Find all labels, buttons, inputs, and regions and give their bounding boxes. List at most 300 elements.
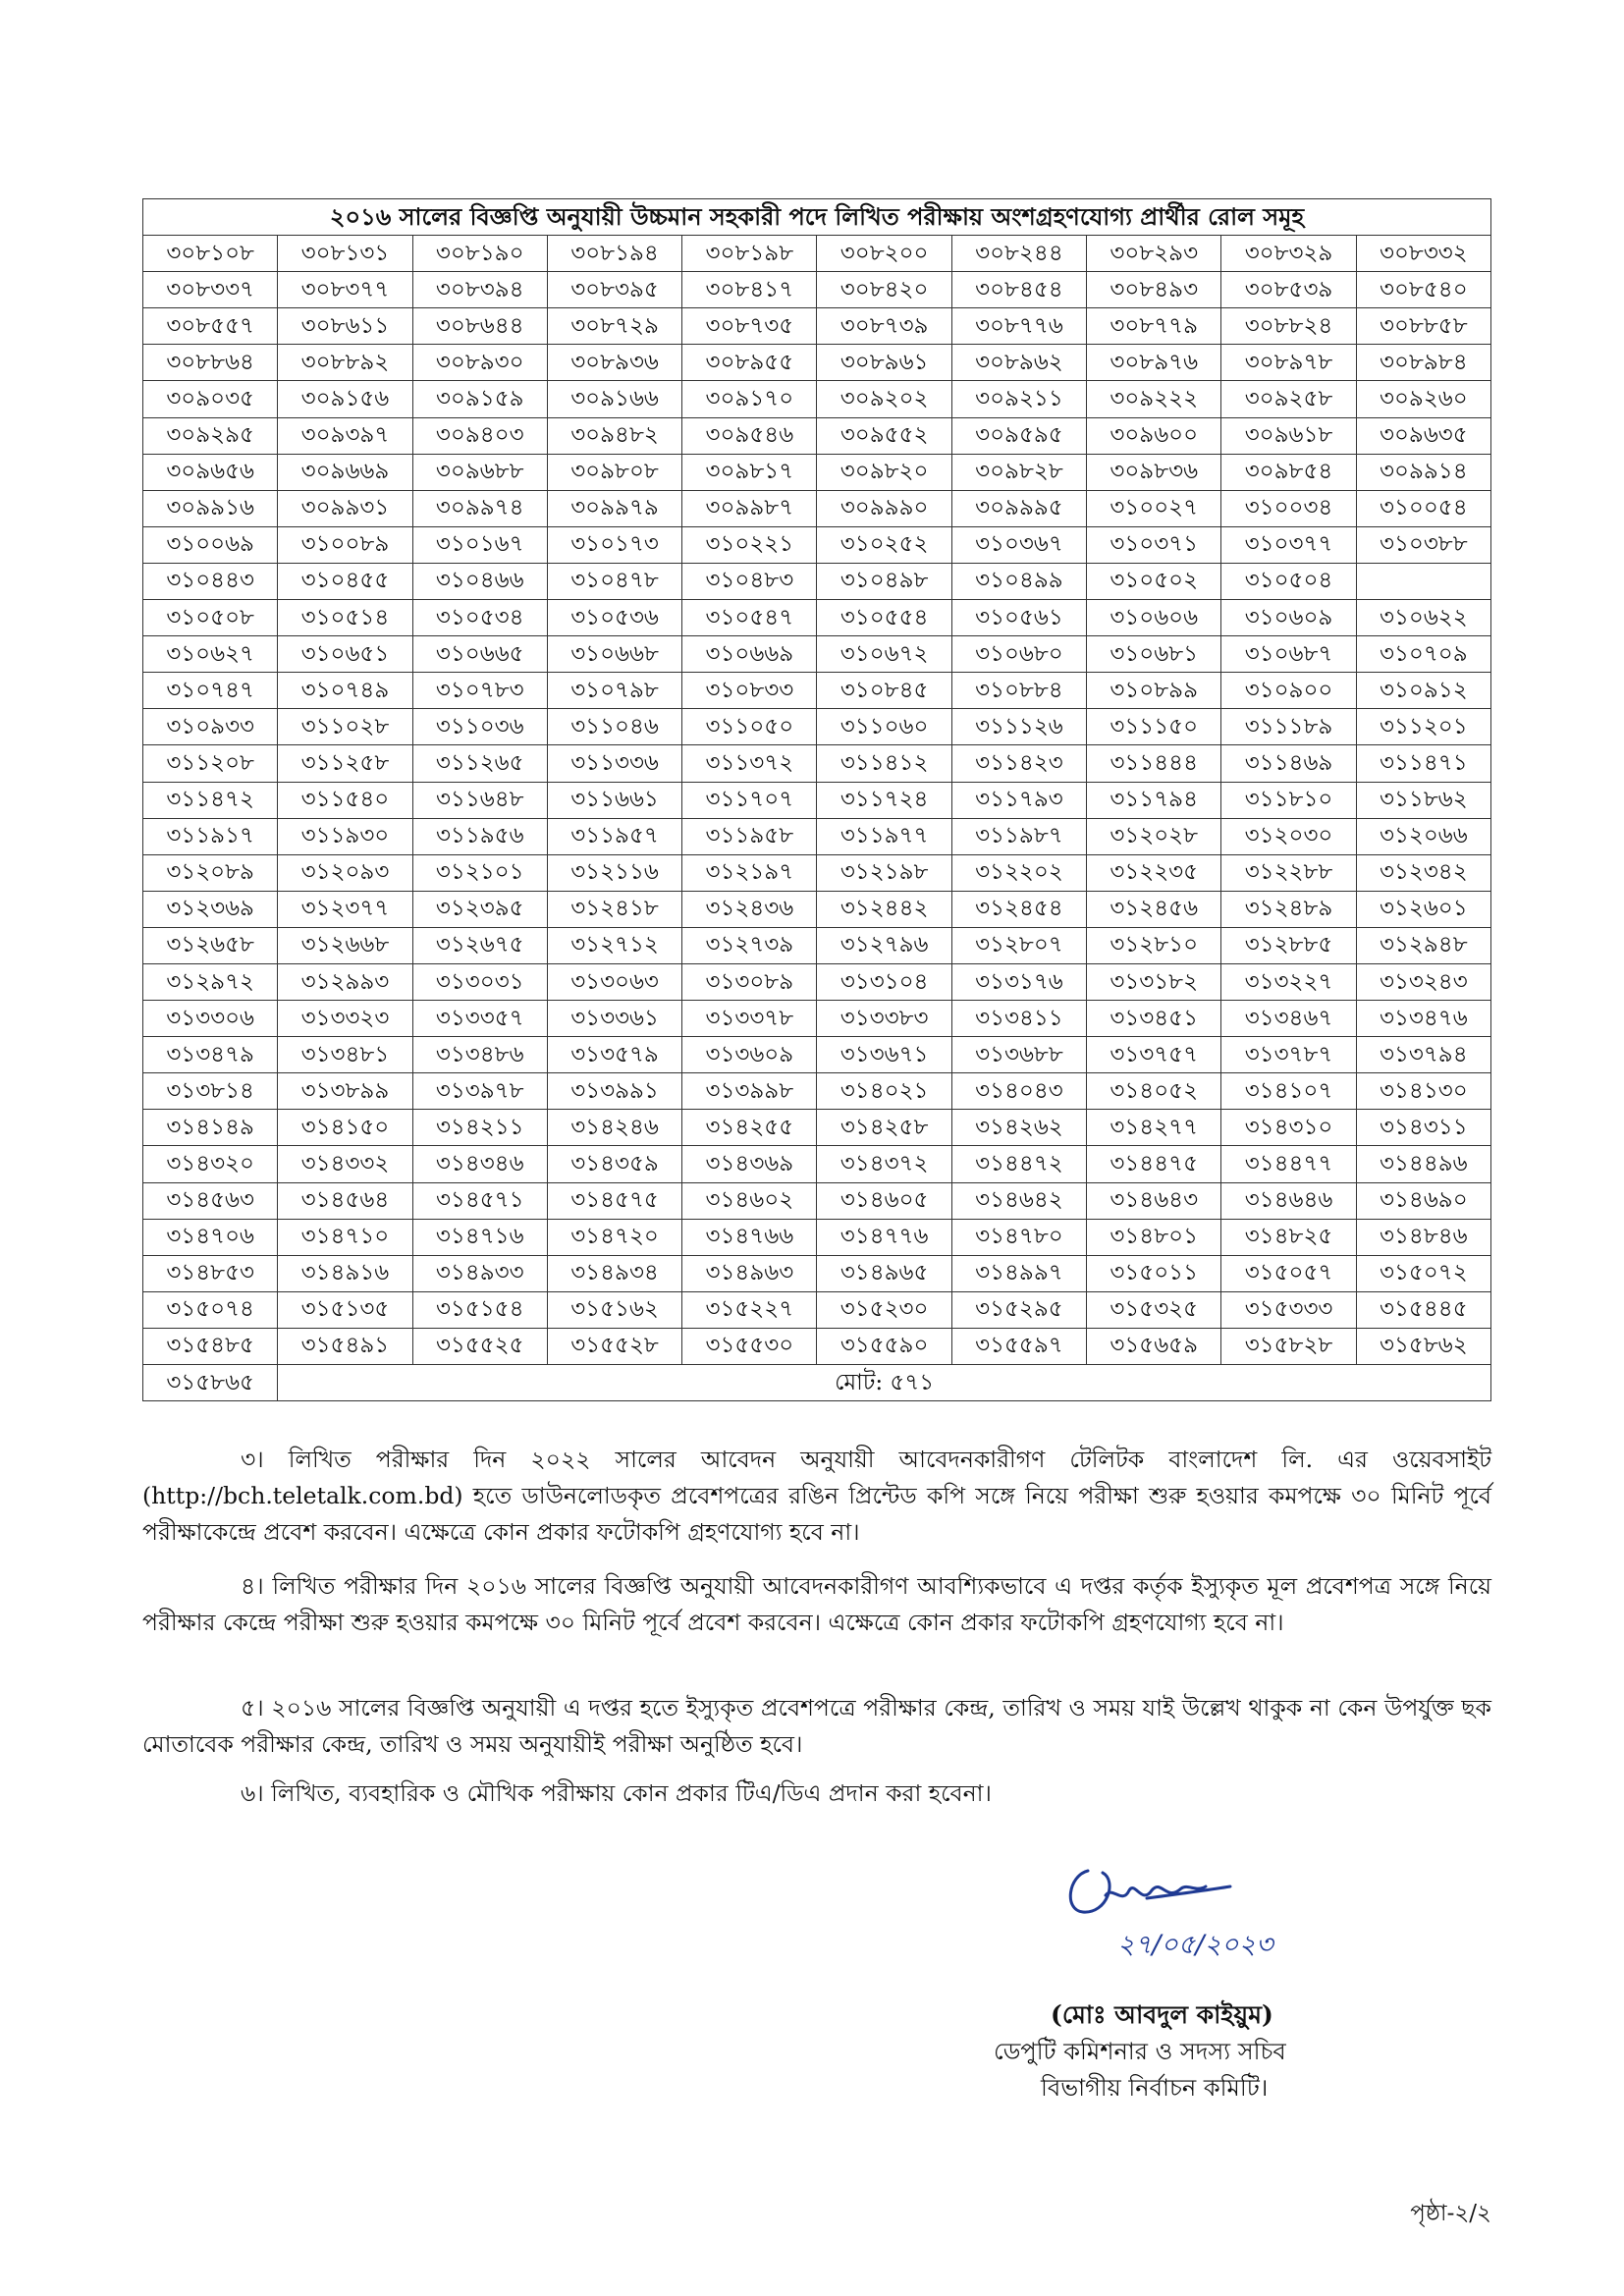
roll-cell: ৩১৪৪৭৫ bbox=[1087, 1146, 1221, 1182]
roll-cell: ৩১০৬৮৭ bbox=[1221, 636, 1356, 673]
roll-cell: ৩১৪৯৬৫ bbox=[817, 1255, 951, 1291]
roll-cell: ৩০৯৯৩১ bbox=[278, 490, 412, 526]
roll-cell: ৩১৩০৬৩ bbox=[547, 963, 681, 1000]
roll-cell: ৩১৪৩৩২ bbox=[278, 1146, 412, 1182]
roll-cell: ৩১৫০৭৪ bbox=[143, 1291, 278, 1328]
roll-cell: ৩১৩৯৯৮ bbox=[682, 1073, 817, 1110]
table-row bbox=[143, 927, 1491, 963]
roll-cell: ৩০৮৩২৯ bbox=[1221, 236, 1356, 272]
table-row bbox=[143, 272, 1491, 308]
roll-cell: ৩১১৯৫৮ bbox=[682, 818, 817, 854]
roll-cell: ৩০৯৮৩৬ bbox=[1087, 454, 1221, 490]
table-row bbox=[143, 526, 1491, 563]
roll-cell: ৩১২১০১ bbox=[412, 854, 547, 891]
roll-cell: ৩১৪৭১০ bbox=[278, 1219, 412, 1255]
roll-cell: ৩১০৬৬৯ bbox=[682, 636, 817, 673]
roll-cell: ৩১৪২১১ bbox=[412, 1110, 547, 1146]
roll-cell: ৩১২২৮৮ bbox=[1221, 854, 1356, 891]
roll-cell: ৩০৯৮২০ bbox=[817, 454, 951, 490]
roll-cell: ৩১৩৩৮৩ bbox=[817, 1001, 951, 1037]
roll-cell: ৩১২৮১০ bbox=[1087, 927, 1221, 963]
table-total-row bbox=[143, 1365, 1491, 1401]
roll-cell: ৩১৩১০৪ bbox=[817, 963, 951, 1000]
roll-cell: ৩১২১১৬ bbox=[547, 854, 681, 891]
roll-cell: ৩০৯১৬৬ bbox=[547, 381, 681, 417]
roll-cell: ৩১৫০৫৭ bbox=[1221, 1255, 1356, 1291]
roll-cell: ৩১২৬৬৮ bbox=[278, 927, 412, 963]
roll-cell: ৩১১০৬০ bbox=[817, 709, 951, 745]
roll-cell: ৩১৪৭০৬ bbox=[143, 1219, 278, 1255]
roll-cell: ৩০৮৪৯৩ bbox=[1087, 272, 1221, 308]
roll-cell: ৩১০৭৪৯ bbox=[278, 673, 412, 709]
roll-cell: ৩০৮৯৩৬ bbox=[547, 345, 681, 381]
roll-cell: ৩০৮৪৫৪ bbox=[951, 272, 1086, 308]
roll-cell: ৩০৮১৯০ bbox=[412, 236, 547, 272]
roll-cell: ৩১১২০১ bbox=[1356, 709, 1490, 745]
roll-cell: ৩১৪৪৭২ bbox=[951, 1146, 1086, 1182]
roll-cell: ৩১০৬২৭ bbox=[143, 636, 278, 673]
roll-cell: ৩০৯৮২৮ bbox=[951, 454, 1086, 490]
roll-cell: ৩০৮৮৯২ bbox=[278, 345, 412, 381]
roll-cell: ৩১২৩৭৭ bbox=[278, 891, 412, 927]
roll-cell: ৩১৪৩৫৯ bbox=[547, 1146, 681, 1182]
table-row bbox=[143, 345, 1491, 381]
roll-cell: ৩০৯৬৩৫ bbox=[1356, 417, 1490, 454]
roll-cell: ৩১১৪৬৯ bbox=[1221, 745, 1356, 782]
roll-cell: ৩০৯৯৯০ bbox=[817, 490, 951, 526]
roll-cell: ৩১২৬৫৮ bbox=[143, 927, 278, 963]
roll-cell: ৩১৩৪৭৬ bbox=[1356, 1001, 1490, 1037]
roll-cell: ৩১৫৩৩৩ bbox=[1221, 1291, 1356, 1328]
roll-cell: ৩০৮৩৩৭ bbox=[143, 272, 278, 308]
table-row bbox=[143, 1037, 1491, 1073]
signature-date: ২৭/০৫/২০২৩ bbox=[1117, 1930, 1273, 1960]
roll-cell: ৩০৮২০০ bbox=[817, 236, 951, 272]
roll-cell: ৩১০৮৮৪ bbox=[951, 673, 1086, 709]
table-row bbox=[143, 673, 1491, 709]
roll-cell: ৩০৮৯৭৬ bbox=[1087, 345, 1221, 381]
roll-cell: ৩১৩৭৯৪ bbox=[1356, 1037, 1490, 1073]
roll-cell: ৩১২২৩৫ bbox=[1087, 854, 1221, 891]
roll-cell: ৩১৫৪৪৫ bbox=[1356, 1291, 1490, 1328]
roll-cell: ৩১১৪৭১ bbox=[1356, 745, 1490, 782]
table-row bbox=[143, 1182, 1491, 1219]
roll-cell: ৩১৩৭৮৭ bbox=[1221, 1037, 1356, 1073]
roll-cell: ৩১৫০৭২ bbox=[1356, 1255, 1490, 1291]
roll-cell: ৩১৫৮২৮ bbox=[1221, 1328, 1356, 1364]
roll-cell: ৩১০৫০২ bbox=[1087, 563, 1221, 599]
roll-cell: ৩১১৭৯৩ bbox=[951, 782, 1086, 818]
table-row bbox=[143, 417, 1491, 454]
roll-cell: ৩১২০৯৩ bbox=[278, 854, 412, 891]
roll-cell: ৩১৩৩০৬ bbox=[143, 1001, 278, 1037]
roll-cell: ৩০৯২৫৮ bbox=[1221, 381, 1356, 417]
roll-cell: ৩১১৪২৩ bbox=[951, 745, 1086, 782]
roll-cell: ৩০৯৫৯৫ bbox=[951, 417, 1086, 454]
roll-cell: ৩১১৯১৭ bbox=[143, 818, 278, 854]
roll-cell: ৩১১৪৭২ bbox=[143, 782, 278, 818]
roll-cell: ৩১৪৬৪২ bbox=[951, 1182, 1086, 1219]
roll-cell: ৩১১৬৬১ bbox=[547, 782, 681, 818]
roll-cell: ৩১৪০৪৩ bbox=[951, 1073, 1086, 1110]
roll-cell: ৩১৪৩১১ bbox=[1356, 1110, 1490, 1146]
roll-cell: ৩১৩৩৭৮ bbox=[682, 1001, 817, 1037]
table-row bbox=[143, 1291, 1491, 1328]
roll-cell: ৩১২৪৮৯ bbox=[1221, 891, 1356, 927]
roll-cell: ৩১৪৩৬৯ bbox=[682, 1146, 817, 1182]
roll-cell: ৩১২২০২ bbox=[951, 854, 1086, 891]
total-count: মোট: ৫৭১ bbox=[278, 1365, 1491, 1401]
roll-cell: ৩১৩৯৯১ bbox=[547, 1073, 681, 1110]
roll-cell: ৩০৯২৯৫ bbox=[143, 417, 278, 454]
roll-cell: ৩০৮৩৭৭ bbox=[278, 272, 412, 308]
table-row bbox=[143, 1328, 1491, 1364]
roll-cell: ৩১৪১৪৯ bbox=[143, 1110, 278, 1146]
roll-cell: ৩০৯১৫৬ bbox=[278, 381, 412, 417]
roll-cell: ৩০৮৪২০ bbox=[817, 272, 951, 308]
roll-cell: ৩০৯২৬০ bbox=[1356, 381, 1490, 417]
roll-cell: ৩১৪৭৮০ bbox=[951, 1219, 1086, 1255]
roll-cell: ৩১৫৮৬২ bbox=[1356, 1328, 1490, 1364]
roll-cell: ৩০৮৮৫৮ bbox=[1356, 308, 1490, 345]
roll-cell: ৩১৩৪৮৬ bbox=[412, 1037, 547, 1073]
roll-cell: ৩১৫৫২৮ bbox=[547, 1328, 681, 1364]
roll-cell: ৩১৩৪১১ bbox=[951, 1001, 1086, 1037]
roll-cell: ৩১২৪৪২ bbox=[817, 891, 951, 927]
roll-cell: ৩১২৯৯৩ bbox=[278, 963, 412, 1000]
roll-cell: ৩১৫২২৭ bbox=[682, 1291, 817, 1328]
roll-cell: ৩১১৪১২ bbox=[817, 745, 951, 782]
roll-cell: ৩১০০৮৯ bbox=[278, 526, 412, 563]
roll-cell: ৩০৮২৪৪ bbox=[951, 236, 1086, 272]
roll-cell: ৩১০৫৬১ bbox=[951, 600, 1086, 636]
roll-cell: ৩০৯০৩৫ bbox=[143, 381, 278, 417]
roll-cell: ৩১০৫৫৪ bbox=[817, 600, 951, 636]
roll-cell: ৩০৮৩৯৫ bbox=[547, 272, 681, 308]
table-row bbox=[143, 1219, 1491, 1255]
roll-cell: ৩১০৮৯৯ bbox=[1087, 673, 1221, 709]
roll-cell: ৩১৩০৩১ bbox=[412, 963, 547, 1000]
roll-cell: ৩০৯৬৫৬ bbox=[143, 454, 278, 490]
roll-cell: ৩১১৮৬২ bbox=[1356, 782, 1490, 818]
table-title: ২০১৬ সালের বিজ্ঞপ্তি অনুযায়ী উচ্চমান সহকারী পদে লিখিত পরীক্ষায় অংশগ্রহণযোগ্য প্রার্থীর রোল সমূহ bbox=[143, 199, 1491, 236]
roll-cell: ৩১৪২৬২ bbox=[951, 1110, 1086, 1146]
roll-cell: ৩০৮৫৩৯ bbox=[1221, 272, 1356, 308]
roll-cell: ৩০৯৪৮২ bbox=[547, 417, 681, 454]
roll-cell: ৩১৪৬৪৬ bbox=[1221, 1182, 1356, 1219]
paragraph-3: ৩। লিখিত পরীক্ষার দিন ২০২২ সালের আবেদন অনুযায়ী আবেদনকারীগণ টেলিটক বাংলাদেশ লি. এর ওয়েবসাইট (http://bch.teletalk.com.bd) হতে ডাউনলোডকৃত প্রবেশপত্রের রঙিন প্রিন্টেড কপি সঙ্গে নিয়ে পরীক্ষা শুরু হওয়ার কমপক্ষে ৩০ মিনিট পূর্বে পরীক্ষাকেন্দ্রে প্রবেশ করবেন। এক্ষেত্রে কোন প্রকার ফটোকপি গ্রহণযোগ্য হবে না। bbox=[142, 1446, 1491, 1546]
roll-cell: ৩১০৮৪৫ bbox=[817, 673, 951, 709]
roll-cell: ৩১৪৭৭৬ bbox=[817, 1219, 951, 1255]
roll-cell: ৩১২৮৮৫ bbox=[1221, 927, 1356, 963]
roll-cell: ৩০৯৫৫২ bbox=[817, 417, 951, 454]
roll-cell: ৩০৯৯৯৫ bbox=[951, 490, 1086, 526]
roll-cell: ৩১৪৪৭৭ bbox=[1221, 1146, 1356, 1182]
roll-cell: ৩১১৯৮৭ bbox=[951, 818, 1086, 854]
table-row bbox=[143, 1001, 1491, 1037]
roll-cell: ৩১১৯৩০ bbox=[278, 818, 412, 854]
roll-cell: ৩১৪৫৭১ bbox=[412, 1182, 547, 1219]
roll-cell: ৩১৪১৫০ bbox=[278, 1110, 412, 1146]
roll-cell: ৩১২৯৪৮ bbox=[1356, 927, 1490, 963]
roll-cell: ৩০৯১৭০ bbox=[682, 381, 817, 417]
table-row bbox=[143, 891, 1491, 927]
roll-cell: ৩০৮১০৮ bbox=[143, 236, 278, 272]
roll-cell: ৩০৮৭৭৬ bbox=[951, 308, 1086, 345]
roll-cell: ৩১৪৮২৫ bbox=[1221, 1219, 1356, 1255]
roll-cell: ৩১২৬৭৫ bbox=[412, 927, 547, 963]
roll-cell: ৩১১২০৮ bbox=[143, 745, 278, 782]
roll-cell: ৩০৮৭৩৫ bbox=[682, 308, 817, 345]
roll-cell: ৩১৪৮০১ bbox=[1087, 1219, 1221, 1255]
roll-cell: ৩১০৬৬৮ bbox=[547, 636, 681, 673]
roll-cell: ৩১১৭৯৪ bbox=[1087, 782, 1221, 818]
roll-cell: ৩১৫৫৯০ bbox=[817, 1328, 951, 1364]
roll-cell: ৩০৯৫৪৬ bbox=[682, 417, 817, 454]
roll-cell: ৩১২৬০১ bbox=[1356, 891, 1490, 927]
roll-cell: ৩০৮৫৫৭ bbox=[143, 308, 278, 345]
roll-cell: ৩১৩১৮২ bbox=[1087, 963, 1221, 1000]
roll-cell: ৩০৯৮১৭ bbox=[682, 454, 817, 490]
roll-cell: ৩১৪৬০২ bbox=[682, 1182, 817, 1219]
roll-cell: ৩০৯৯৭৯ bbox=[547, 490, 681, 526]
roll-cell: ৩০৮৮২৪ bbox=[1221, 308, 1356, 345]
roll-cell: ৩১২৪৫৬ bbox=[1087, 891, 1221, 927]
roll-cell: ৩০৮৬৪৪ bbox=[412, 308, 547, 345]
roll-cell: ৩১৩৪৭৯ bbox=[143, 1037, 278, 1073]
roll-cell: ৩১০৪৭৮ bbox=[547, 563, 681, 599]
roll-cell: ৩১৫৩২৫ bbox=[1087, 1291, 1221, 1328]
signatory-designation: ডেপুটি কমিশনার ও সদস্য সচিব bbox=[994, 2038, 1286, 2065]
roll-cell: ৩০৯৬৬৯ bbox=[278, 454, 412, 490]
signature-mark bbox=[1058, 1851, 1255, 1930]
roll-cell: ৩০৮৭২৯ bbox=[547, 308, 681, 345]
table-row bbox=[143, 818, 1491, 854]
roll-cell: ৩১২০৮৯ bbox=[143, 854, 278, 891]
table-row bbox=[143, 600, 1491, 636]
roll-cell: ৩১২০২৮ bbox=[1087, 818, 1221, 854]
roll-cell: ৩১০৬৮১ bbox=[1087, 636, 1221, 673]
table-row bbox=[143, 490, 1491, 526]
roll-cell: ৩০৮১৯৮ bbox=[682, 236, 817, 272]
roll-cell: ৩০৮৫৪০ bbox=[1356, 272, 1490, 308]
roll-cell: ৩১৩২৪৩ bbox=[1356, 963, 1490, 1000]
roll-cell: ৩১৪১০৭ bbox=[1221, 1073, 1356, 1110]
roll-cell: ৩১০০৩৪ bbox=[1221, 490, 1356, 526]
roll-cell: ৩১৪৩২০ bbox=[143, 1146, 278, 1182]
roll-cell: ৩১২৯৭২ bbox=[143, 963, 278, 1000]
roll-cell: ৩১১০৩৬ bbox=[412, 709, 547, 745]
roll-cell: ৩১১৯৭৭ bbox=[817, 818, 951, 854]
roll-cell: ৩১০৩৭১ bbox=[1087, 526, 1221, 563]
last-roll-cell: ৩১৫৮৬৫ bbox=[143, 1365, 278, 1401]
roll-cell: ৩১৪০২১ bbox=[817, 1073, 951, 1110]
roll-cell: ৩১২১৯৮ bbox=[817, 854, 951, 891]
roll-cell: ৩১১৯৫৭ bbox=[547, 818, 681, 854]
roll-cell: ৩১০৫১৪ bbox=[278, 600, 412, 636]
table-row bbox=[143, 308, 1491, 345]
roll-cell: ৩১৩০৮৯ bbox=[682, 963, 817, 1000]
roll-cell: ৩১৫২৩০ bbox=[817, 1291, 951, 1328]
roll-cell: ৩১১০২৮ bbox=[278, 709, 412, 745]
roll-cell: ৩১১২৬৫ bbox=[412, 745, 547, 782]
roll-cell: ৩১২৮০৭ bbox=[951, 927, 1086, 963]
roll-cell: ৩১০৫০৪ bbox=[1221, 563, 1356, 599]
roll-cell: ৩০৯৮৫৪ bbox=[1221, 454, 1356, 490]
roll-cell: ৩০৮৯৬১ bbox=[817, 345, 951, 381]
table-row bbox=[143, 854, 1491, 891]
roll-cell: ৩১৪৫৭৫ bbox=[547, 1182, 681, 1219]
table-row bbox=[143, 709, 1491, 745]
roll-cell: ৩১৩৮৯৯ bbox=[278, 1073, 412, 1110]
roll-cell: ৩১০৯৩৩ bbox=[143, 709, 278, 745]
roll-cell: ৩১৫৫৩০ bbox=[682, 1328, 817, 1364]
roll-cell: ৩১১৭২৪ bbox=[817, 782, 951, 818]
roll-cell: ৩০৯২০২ bbox=[817, 381, 951, 417]
roll-cell: ৩১৪২৫৮ bbox=[817, 1110, 951, 1146]
roll-cell: ৩১০২৫২ bbox=[817, 526, 951, 563]
roll-cell: ৩১৫০১১ bbox=[1087, 1255, 1221, 1291]
roll-cell: ৩১০৬৮০ bbox=[951, 636, 1086, 673]
roll-cell: ৩১৪২৭৭ bbox=[1087, 1110, 1221, 1146]
roll-cell: ৩১০৪৫৫ bbox=[278, 563, 412, 599]
roll-cell: ৩০৮১৩১ bbox=[278, 236, 412, 272]
roll-cell: ৩০৮১৯৪ bbox=[547, 236, 681, 272]
roll-cell: ৩১০৭৯৮ bbox=[547, 673, 681, 709]
roll-cell: ৩১২০৬৬ bbox=[1356, 818, 1490, 854]
roll-cell: ৩১৪৭১৬ bbox=[412, 1219, 547, 1255]
roll-cell: ৩১২৪১৮ bbox=[547, 891, 681, 927]
roll-cell: ৩০৯৯১৬ bbox=[143, 490, 278, 526]
signatory-committee: বিভাগীয় নির্বাচন কমিটি। bbox=[1041, 2074, 1269, 2102]
table-row bbox=[143, 381, 1491, 417]
roll-cell: ৩০৯৬১৮ bbox=[1221, 417, 1356, 454]
page-number: পৃষ্ঠা-২/২ bbox=[1410, 2201, 1491, 2226]
roll-cell: ৩১০৫৪৭ bbox=[682, 600, 817, 636]
roll-cell: ৩১৫২৯৫ bbox=[951, 1291, 1086, 1328]
roll-cell: ৩০৯৯৮৭ bbox=[682, 490, 817, 526]
roll-cell: ৩০৯৬০০ bbox=[1087, 417, 1221, 454]
roll-cell: ৩১৩৭৫৭ bbox=[1087, 1037, 1221, 1073]
roll-cell: ৩১৫৫২৫ bbox=[412, 1328, 547, 1364]
roll-cell: ৩১১০৫০ bbox=[682, 709, 817, 745]
roll-cell: ৩১৩৪৮১ bbox=[278, 1037, 412, 1073]
signatory-name: (মোঃ আবদুল কাইয়ুম) bbox=[1051, 2000, 1273, 2029]
roll-cell: ৩১৪৬০৫ bbox=[817, 1182, 951, 1219]
roll-cell: ৩০৯৯৭৪ bbox=[412, 490, 547, 526]
roll-cell: ৩১২৭৯৬ bbox=[817, 927, 951, 963]
table-row bbox=[143, 1073, 1491, 1110]
roll-cell: ৩১৪৩৭২ bbox=[817, 1146, 951, 1182]
roll-cell: ৩১০৩৮৮ bbox=[1356, 526, 1490, 563]
roll-cell: ৩১০৬৭২ bbox=[817, 636, 951, 673]
roll-cell: ৩১৪৫৬৩ bbox=[143, 1182, 278, 1219]
roll-cell: ৩১২৩৪২ bbox=[1356, 854, 1490, 891]
roll-cell: ৩০৮৬১১ bbox=[278, 308, 412, 345]
roll-cell: ৩১৩৬০৯ bbox=[682, 1037, 817, 1073]
roll-cell: ৩১০৯০০ bbox=[1221, 673, 1356, 709]
roll-cell: ৩১৪৯৯৭ bbox=[951, 1255, 1086, 1291]
roll-table-body bbox=[143, 199, 1491, 1401]
roll-cell: ৩১৪৭৬৬ bbox=[682, 1219, 817, 1255]
roll-cell: ৩১৩৬৮৮ bbox=[951, 1037, 1086, 1073]
roll-cell: ৩১৫৬৫৯ bbox=[1087, 1328, 1221, 1364]
roll-cell: ৩১৩৩২৩ bbox=[278, 1001, 412, 1037]
roll-cell: ৩১১৮১০ bbox=[1221, 782, 1356, 818]
roll-cell: ৩০৮৯৫৫ bbox=[682, 345, 817, 381]
roll-cell: ৩০৮২৯৩ bbox=[1087, 236, 1221, 272]
table-row bbox=[143, 236, 1491, 272]
roll-cell: ৩১৪৮৪৬ bbox=[1356, 1219, 1490, 1255]
roll-cell: ৩০৮৯৭৮ bbox=[1221, 345, 1356, 381]
roll-cell: ৩১০৬৬৫ bbox=[412, 636, 547, 673]
roll-cell: ৩০৯২২২ bbox=[1087, 381, 1221, 417]
roll-cell: ৩০৯২১১ bbox=[951, 381, 1086, 417]
roll-cell: ৩১৪৯৬৩ bbox=[682, 1255, 817, 1291]
roll-cell: ৩১০৬০৯ bbox=[1221, 600, 1356, 636]
roll-cell: ৩১০০৫৪ bbox=[1356, 490, 1490, 526]
roll-cell: ৩১২৭৩৯ bbox=[682, 927, 817, 963]
roll-cell: ৩০৯১৫৯ bbox=[412, 381, 547, 417]
table-title-row bbox=[143, 199, 1491, 236]
roll-cell bbox=[1356, 563, 1490, 599]
table-row bbox=[143, 1110, 1491, 1146]
roll-cell: ৩১৫১৫৪ bbox=[412, 1291, 547, 1328]
roll-cell: ৩১২৭১২ bbox=[547, 927, 681, 963]
roll-cell: ৩১১১২৬ bbox=[951, 709, 1086, 745]
roll-cell: ৩১৪৮৫৩ bbox=[143, 1255, 278, 1291]
roll-cell: ৩০৮৮৬৪ bbox=[143, 345, 278, 381]
table-row bbox=[143, 454, 1491, 490]
roll-cell: ৩০৯৮০৮ bbox=[547, 454, 681, 490]
roll-cell: ৩১০৩৭৭ bbox=[1221, 526, 1356, 563]
roll-cell: ৩১২৩৬৯ bbox=[143, 891, 278, 927]
roll-cell: ৩০৮৭৩৯ bbox=[817, 308, 951, 345]
roll-number-table bbox=[142, 198, 1491, 1401]
roll-cell: ৩১৪২৪৬ bbox=[547, 1110, 681, 1146]
roll-cell: ৩১০৮৩৩ bbox=[682, 673, 817, 709]
roll-cell: ৩১০৪৮৩ bbox=[682, 563, 817, 599]
roll-cell: ৩১২৩৯৫ bbox=[412, 891, 547, 927]
roll-cell: ৩০৮৩৩২ bbox=[1356, 236, 1490, 272]
roll-cell: ৩১০৭৪৭ bbox=[143, 673, 278, 709]
roll-cell: ৩১৪৪৯৬ bbox=[1356, 1146, 1490, 1182]
roll-cell: ৩১৫৪৯১ bbox=[278, 1328, 412, 1364]
roll-cell: ৩১০০৬৯ bbox=[143, 526, 278, 563]
paragraph-5: ৫। ২০১৬ সালের বিজ্ঞপ্তি অনুযায়ী এ দপ্তর হতে ইস্যুকৃত প্রবেশপত্রে পরীক্ষার কেন্দ্র, তারিখ ও সময় যাই উল্লেখ থাকুক না কেন উপর্যুক্ত ছক মোতাবেক পরীক্ষার কেন্দ্র, তারিখ ও সময় অনুযায়ীই পরীক্ষা অনুষ্ঠিত হবে। bbox=[142, 1694, 1491, 1758]
roll-cell: ৩১৩৮১৪ bbox=[143, 1073, 278, 1110]
roll-cell: ৩১৪৩৪৬ bbox=[412, 1146, 547, 1182]
roll-cell: ৩১১৬৪৮ bbox=[412, 782, 547, 818]
roll-cell: ৩১৪৯৩৩ bbox=[412, 1255, 547, 1291]
roll-cell: ৩০৯৪০৩ bbox=[412, 417, 547, 454]
roll-cell: ৩০৯৯১৪ bbox=[1356, 454, 1490, 490]
roll-cell: ৩১০৩৬৭ bbox=[951, 526, 1086, 563]
roll-cell: ৩১২৪৫৪ bbox=[951, 891, 1086, 927]
roll-cell: ৩১১৯৫৬ bbox=[412, 818, 547, 854]
roll-cell: ৩১০৫০৮ bbox=[143, 600, 278, 636]
roll-cell: ৩১০৪৬৬ bbox=[412, 563, 547, 599]
roll-cell: ৩১০১৬৭ bbox=[412, 526, 547, 563]
table-row bbox=[143, 636, 1491, 673]
roll-cell: ৩১৩৩৬১ bbox=[547, 1001, 681, 1037]
table-row bbox=[143, 1146, 1491, 1182]
roll-cell: ৩১৩১৭৬ bbox=[951, 963, 1086, 1000]
roll-cell: ৩১০৭০৯ bbox=[1356, 636, 1490, 673]
roll-cell: ৩১০৪৯৮ bbox=[817, 563, 951, 599]
roll-cell: ৩০৮৪১৭ bbox=[682, 272, 817, 308]
roll-cell: ৩০৮৩৯৪ bbox=[412, 272, 547, 308]
